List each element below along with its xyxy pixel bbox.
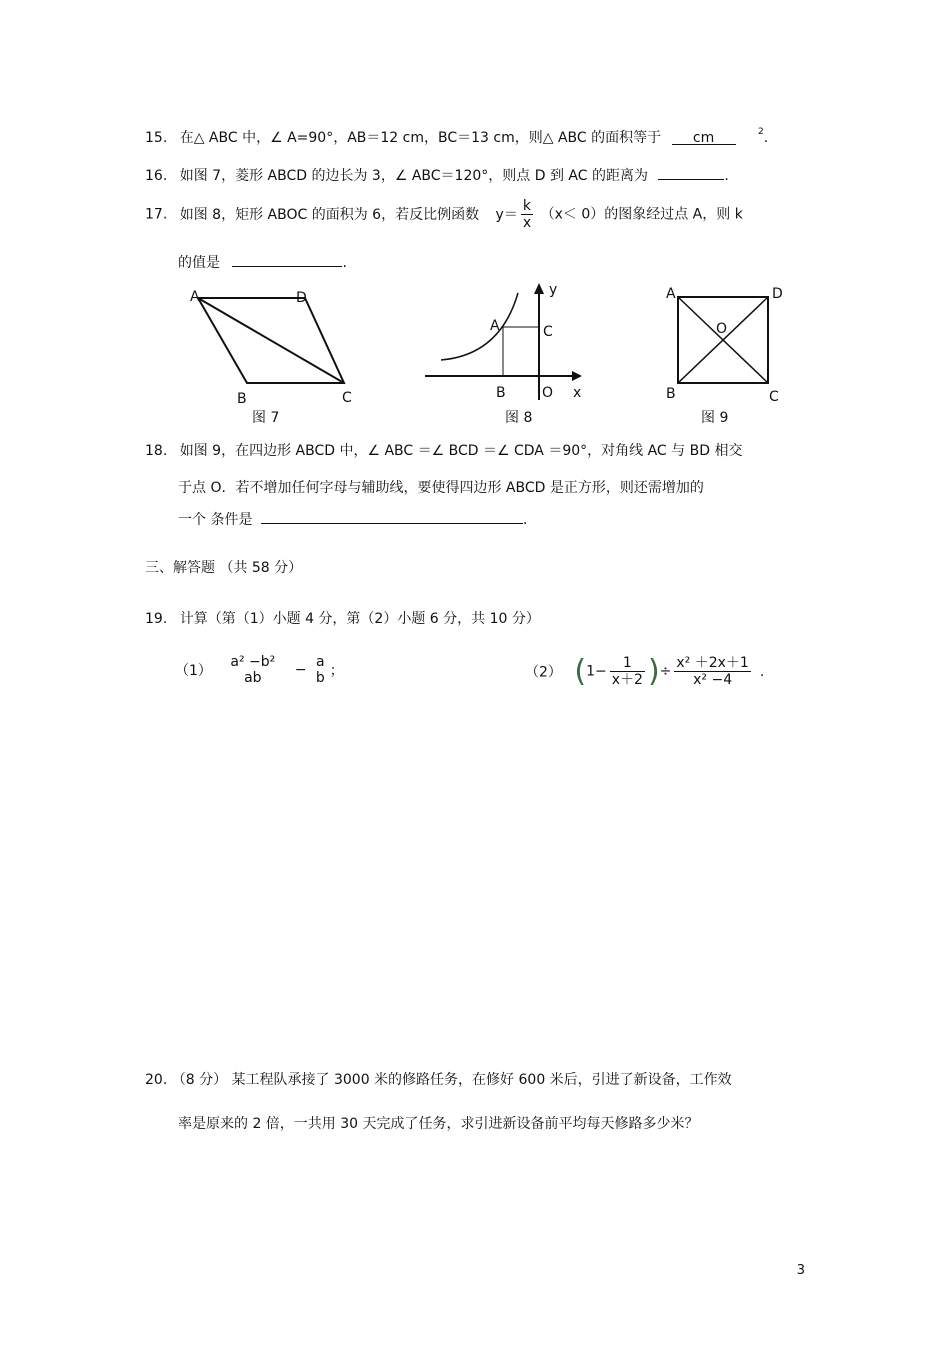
question-number: 17.	[145, 206, 168, 223]
question-19-part1	[175, 654, 344, 686]
question-text: 于点 O．若不增加任何字母与辅助线，要使得四边形 ABCD 是正方形，则还需增加的	[178, 480, 704, 496]
question-text: 计算（第（1）小题 4 分，第（2）小题 6 分，共 10 分）	[179, 611, 540, 627]
fig8-caption: 图 8	[505, 410, 533, 426]
section-heading: 三、解答题 （共 58 分）	[145, 560, 303, 576]
question-text: 如图 7，菱形 ABCD 的边长为 3，∠ ABC＝120°，则点 D 到 AC 的距离为	[179, 168, 648, 184]
fig9-label-o: O	[716, 321, 728, 337]
question-text: （8 分） 某工程队承接了 3000 米的修路任务，在修好 600 米后，引进了新设备，工作效	[171, 1072, 732, 1088]
part-label: （2）	[525, 664, 562, 681]
left-paren: (	[574, 654, 587, 689]
fraction-1: a² −b² ab	[230, 654, 276, 686]
question-text-continued: （x＜ 0）的图象经过点 A，则 k	[540, 206, 743, 223]
question-number: 16.	[145, 168, 168, 184]
fig9-caption: 图 9	[701, 410, 729, 426]
fig7-label-d: D	[296, 290, 307, 306]
fig8-label-c: C	[543, 324, 553, 340]
fig7-caption: 图 7	[252, 410, 280, 426]
fig7-label-b: B	[237, 391, 247, 407]
fig8-label-x: x	[573, 385, 582, 401]
question-text: 率是原来的 2 倍，一共用 30 天完成了任务，求引进新设备前平均每天修路多少米？	[178, 1116, 699, 1132]
period: .	[763, 130, 769, 146]
minus-sign: −	[294, 662, 307, 678]
question-number: 18.	[145, 443, 168, 459]
answer-blank[interactable]	[261, 509, 523, 524]
question-text: 如图 8，矩形 ABOC 的面积为 6，若反比例函数	[179, 206, 480, 223]
question-text: 的值是	[178, 255, 220, 271]
fig8-label-y: y	[549, 282, 558, 298]
question-text: 在△ ABC 中，∠ A=90°，AB＝12 cm，BC＝13 cm，则△ ABC 的面积等于	[179, 130, 662, 146]
one-minus: 1−	[586, 663, 607, 680]
period: .	[759, 663, 765, 680]
question-20	[145, 1069, 732, 1089]
fraction-k-over-x: $\frac{k}{x}$	[522, 198, 532, 231]
fraction-2: a b	[315, 654, 325, 686]
fig9-label-c: C	[769, 389, 779, 405]
question-number: 15.	[145, 130, 168, 146]
fig9-label-b: B	[666, 386, 676, 402]
question-text: 如图 9，在四边形 ABCD 中，∠ ABC ＝∠ BCD ＝∠ CDA ＝90°，对角线 AC 与 BD 相交	[179, 443, 743, 459]
superscript: 2	[758, 127, 764, 137]
fig8-label-b: B	[496, 385, 506, 401]
fig9-label-d: D	[772, 286, 783, 302]
question-number: 19.	[145, 611, 168, 627]
fraction-4: $\frac{\text{x² ＋2x＋1}}{\text{x² −4}}$	[676, 655, 749, 688]
part-label: （1）	[175, 663, 212, 679]
question-19	[145, 608, 540, 628]
figure-8-graph	[425, 283, 582, 400]
fig8-label-a: A	[490, 318, 500, 334]
question-number: 20.	[145, 1072, 168, 1088]
question-text: 一个 条件是	[178, 512, 253, 528]
question-18	[145, 440, 742, 460]
page-number: 3	[796, 1263, 805, 1278]
fig8-label-o: O	[542, 385, 554, 401]
fig7-label-c: C	[342, 390, 352, 406]
semicolon: ；	[329, 663, 344, 679]
figure-9-square	[678, 297, 768, 383]
question-18-line3	[178, 509, 527, 529]
question-18-line2	[178, 477, 704, 497]
figure-7-rhombus	[198, 298, 344, 383]
answer-blank[interactable]: cm	[672, 130, 736, 145]
divide-sign: ÷	[659, 663, 672, 680]
period: .	[522, 512, 528, 528]
period: .	[724, 168, 729, 184]
fig9-label-a: A	[666, 286, 676, 302]
figures	[0, 0, 950, 430]
fraction-3: $\frac{1}{x+2}$	[611, 655, 643, 688]
fig7-label-a: A	[190, 289, 200, 305]
right-paren: )	[647, 654, 660, 689]
question-19-part2	[525, 654, 764, 689]
question-20-line2	[178, 1113, 699, 1133]
function-lhs: y＝	[495, 206, 518, 223]
period: .	[342, 255, 347, 271]
